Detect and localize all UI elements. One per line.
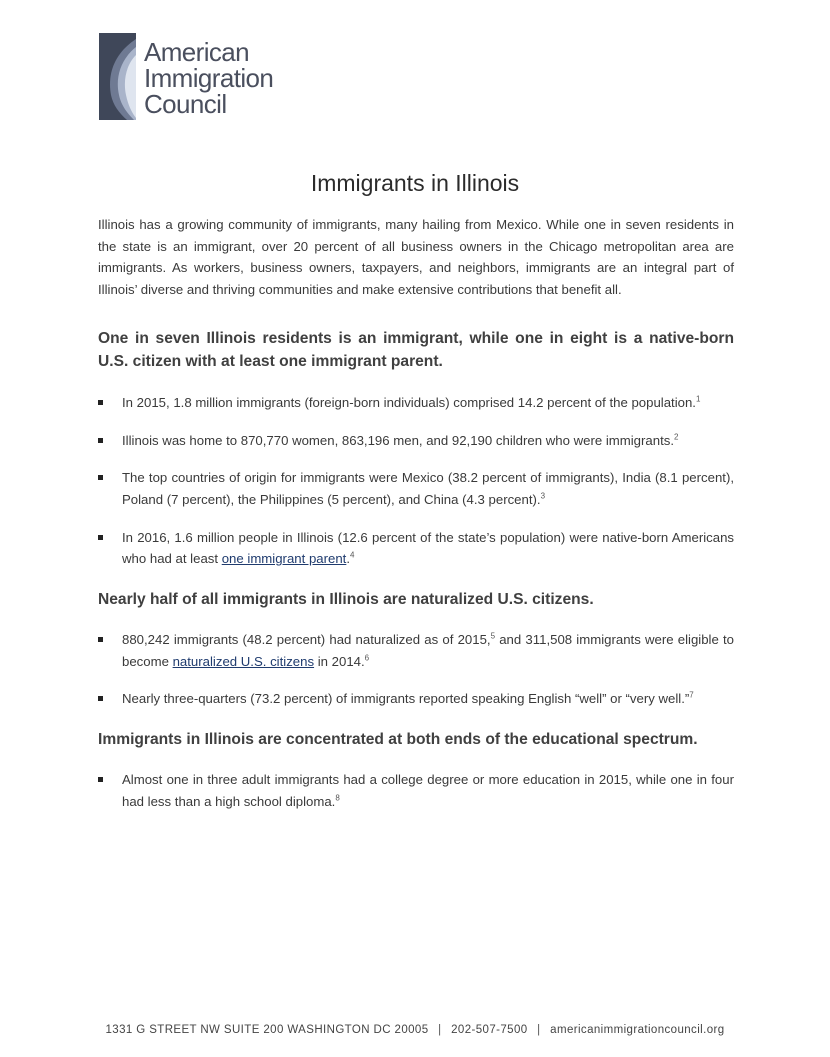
list-item (98, 392, 734, 414)
bullet-text-mid: and 311,508 immigrants were eligible to become (122, 632, 735, 669)
link-one-immigrant-parent[interactable]: one immigrant parent (221, 551, 347, 567)
bullet-icon (98, 475, 103, 480)
footer-separator: | (438, 1024, 442, 1036)
section-heading-naturalized: Nearly half of all immigrants in Illinois are naturalized U.S. citizens. (98, 591, 594, 609)
list-item (98, 769, 734, 812)
footer-website-link[interactable]: americanimmigrationcouncil.org (550, 1024, 725, 1036)
list-item (98, 467, 734, 510)
footnote-ref[interactable]: 2 (674, 432, 679, 442)
footer-address: 1331 G STREET NW SUITE 200 WASHINGTON DC 20005 (105, 1024, 429, 1036)
bullet-icon (98, 637, 103, 642)
bullet-list-education (98, 769, 734, 812)
footer-separator: | (537, 1024, 541, 1036)
bullet-text: In 2016, 1.6 million people in Illinois (12.6 percent of the state’s population) were native-born Americans who had at least (122, 529, 734, 567)
bullet-list-population (98, 392, 734, 570)
list-item (98, 688, 734, 710)
footnote-ref[interactable]: 5 (490, 631, 496, 641)
bullet-text: Almost one in three adult immigrants had a college degree or more education in 2015, while one in four had less than a high school diploma. (122, 772, 734, 809)
footnote-ref[interactable]: 8 (335, 793, 340, 803)
footnote-ref[interactable]: 1 (695, 394, 701, 404)
bullet-icon (98, 400, 103, 405)
list-item (98, 527, 734, 570)
page-title: Immigrants in Illinois (310, 170, 520, 196)
list-item (98, 430, 734, 452)
section-heading-population: One in seven Illinois residents is an immigrant, while one in eight is a native-born U.S. citizen with at least one immigrant parent. (98, 329, 734, 370)
bullet-text-end: . (346, 551, 351, 567)
section-heading-education: Immigrants in Illinois are concentrated at both ends of the educational spectrum. (98, 731, 698, 749)
bullet-icon (98, 777, 103, 782)
footnote-ref[interactable]: 7 (689, 691, 694, 701)
link-naturalized-citizens[interactable]: naturalized U.S. citizens (172, 653, 315, 669)
bullet-text: 880,242 immigrants (48.2 percent) had naturalized as of 2015, (122, 632, 491, 648)
footnote-ref[interactable]: 4 (350, 550, 355, 560)
list-item (98, 629, 734, 672)
footnote-ref[interactable]: 3 (540, 491, 546, 501)
bullet-icon (98, 438, 103, 443)
bullet-text-end: in 2014. (314, 653, 365, 669)
bullet-list-naturalized (98, 629, 734, 710)
bullet-text: In 2015, 1.8 million immigrants (foreign-born individuals) comprised 14.2 percent of the population. (122, 394, 696, 410)
council-logo (99, 33, 279, 121)
footer-phone: 202-507-7500 (451, 1024, 528, 1036)
logo-wordmark (144, 39, 273, 117)
page-footer (0, 1024, 830, 1036)
bullet-text: Nearly three-quarters (73.2 percent) of immigrants reported speaking English “well” or “very well.” (122, 691, 690, 707)
logo-line-2: Immigration (144, 63, 274, 93)
bullet-text: Illinois was home to 870,770 women, 863,196 men, and 92,190 children who were immigrants. (122, 432, 674, 448)
main-content (98, 214, 734, 813)
logo-line-3: Council (144, 89, 227, 119)
logo-mark-icon (99, 33, 136, 120)
bullet-text: The top countries of origin for immigrants were Mexico (38.2 percent of immigrants), India (8.1 percent), Poland (7 percent), the Philippines (5 percent), and China (4.3 percent). (122, 470, 734, 507)
bullet-icon (98, 535, 103, 540)
bullet-icon (98, 696, 103, 701)
footnote-ref[interactable]: 6 (364, 653, 370, 663)
intro-paragraph: Illinois has a growing community of immigrants, many hailing from Mexico. While one in seven residents in the state is an immigrant, over 20 percent of all business owners in the Chicago metropolitan area are immigrants. As workers, business owners, taxpayers, and neighbors, immigrants are an integral part of Illinois’ diverse and thriving communities and make extensive contributions that benefit all. (98, 217, 734, 298)
logo-line-1: American (144, 37, 250, 67)
